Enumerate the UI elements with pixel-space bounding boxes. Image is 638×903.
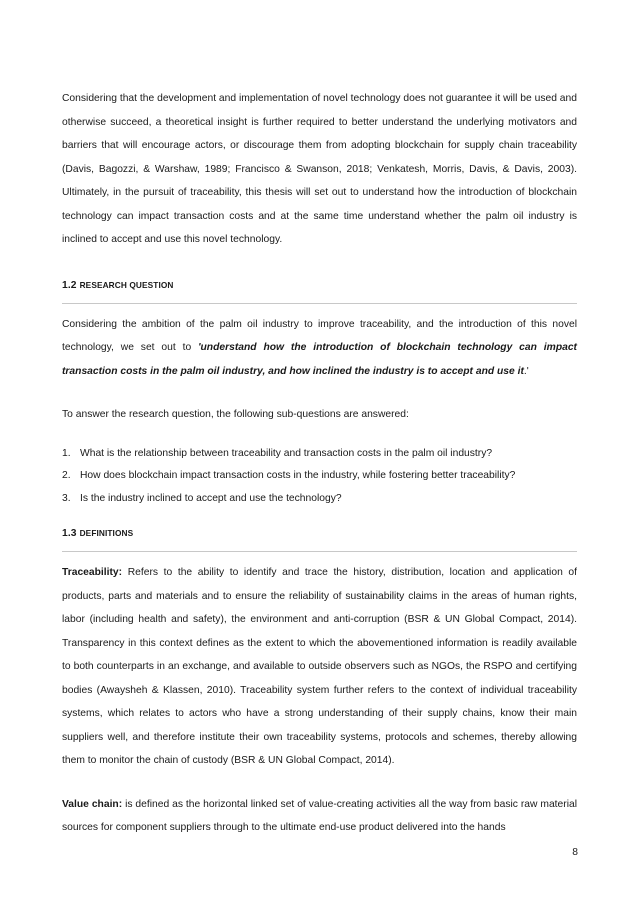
subquestions-intro: To answer the research question, the following sub-questions are answered: [62, 409, 409, 420]
value-chain-definition: Value chain: is defined as the horizontal linked set of value-creating activities all the way from basic raw material sources for component suppliers through to the ultimate end-use product delivered into the hands [62, 798, 577, 833]
traceability-definition: Traceability: Refers to the ability to identify and trace the history, distribution, location and application of products, parts and materials and to ensure the reliability of sustainability claims in the areas of human rights, labor (including health and safety), the environment and anti-corruption (BSR & UN Global Compact, 2014). Transparency in this context defines as the extent to which the abovementioned information is readily available to both counterparts in an exchange, and available to outside observers such as NGOs, the RSPO and certifying bodies (Awaysheh & Klassen, 2010). Traceability system further refers to the context of individual traceability systems, which relates to actors who have a strong understanding of their supply chains, know their main suppliers well, and therefore institute their own traceability systems, protocols and schemes, thereby allowing them to monitor the chain of custody (BSR & UN Global Compact, 2014). [62, 567, 577, 766]
section-number: 1.2 [62, 279, 77, 291]
research-question-lead: Considering the ambition of the palm oil industry to improve traceability, and the introduction of this novel technology, we set out to [62, 318, 577, 353]
section-title: RESEARCH QUESTION [79, 279, 174, 290]
section-heading-definitions [62, 526, 577, 541]
list-item: 1. What is the relationship between traceability and transaction costs in the palm oil industry? [62, 447, 493, 459]
section-number: 1.3 [62, 528, 77, 539]
page-number: 8 [572, 847, 578, 858]
list-item: 2. How does blockchain impact transaction costs in the industry, while fostering better traceability? [62, 470, 516, 481]
value-chain-term: Value chain: [62, 798, 123, 810]
research-question-paragraph [62, 313, 577, 384]
section-title: DEFINITIONS [79, 528, 134, 538]
research-question-tail: .' [523, 365, 529, 377]
page-content [62, 87, 577, 840]
research-question-emphasis: 'understand how the introduction of blockchain technology can impact transaction costs in the palm oil industry, and how inclined the industry is to accept and use it [62, 342, 577, 377]
subquestions-list [62, 443, 577, 511]
section-divider [62, 303, 577, 304]
section-divider [62, 551, 577, 552]
list-item: 3. Is the industry inclined to accept and use the technology? [62, 492, 342, 504]
section-heading-research-question [62, 278, 577, 293]
traceability-term: Traceability: [62, 567, 123, 578]
intro-paragraph: Considering that the development and implementation of novel technology does not guarantee it will be used and otherwise succeed, a theoretical insight is further required to better understand the underlying motivators and barriers that will encourage actors, or discourage them from adopting blockchain for supply chain traceability (Davis, Bagozzi, & Warshaw, 1989; Francisco & Swanson, 2018; Venkatesh, Morris, Davis, & Davis, 2003). Ultimately, in the pursuit of traceability, this thesis will set out to understand how the introduction of blockchain technology can impact transaction costs and at the same time understand whether the palm oil industry is inclined to accept and use this novel technology. [62, 93, 577, 245]
